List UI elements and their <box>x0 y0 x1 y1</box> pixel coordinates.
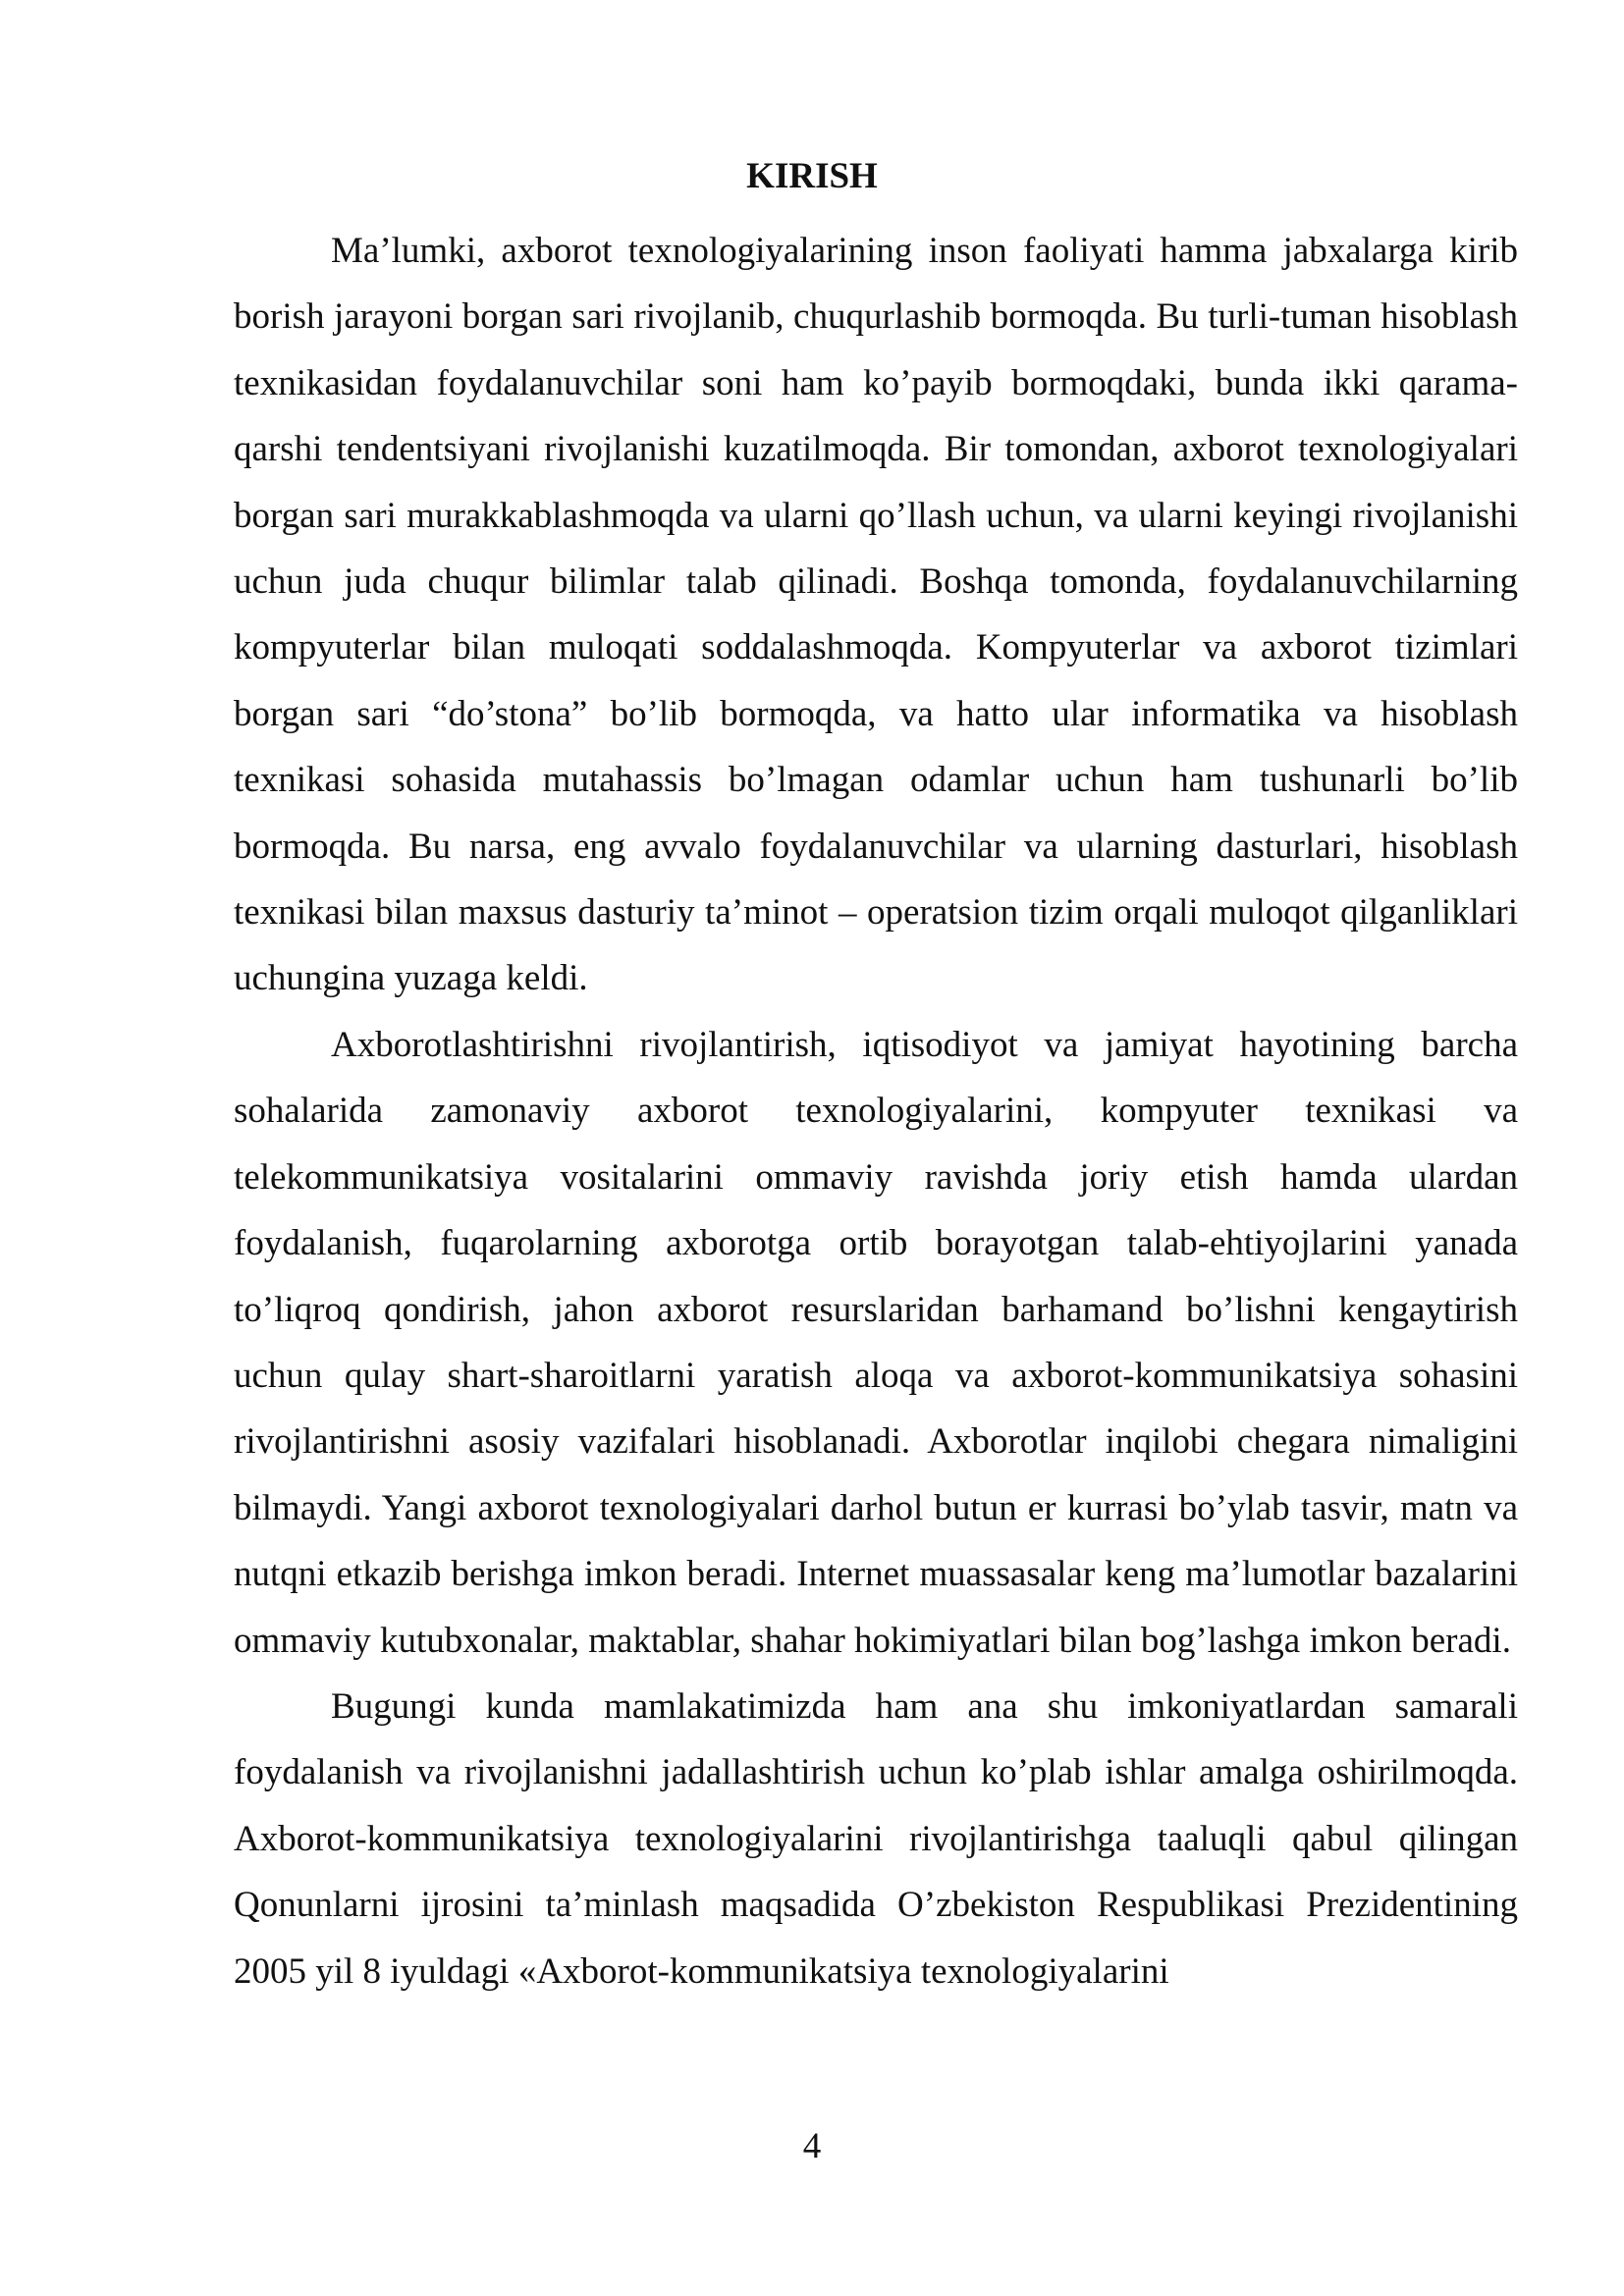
body-text <box>234 218 1518 2004</box>
paragraph-1: Ma’lumki, axborot texnologiyalarining inson faoliyati hamma jabxalarga kirib borish jarayoni borgan sari rivojlanib, chuqurlashib bormoqda. Bu turli-tuman hisoblash texnikasidan foydalanuvchilar soni ham ko’payib bormoqdaki, bunda ikki qarama-qarshi tendentsiyani rivojlanishi kuzatilmoqda. Bir tomondan, axborot texnologiyalari borgan sari murakkablashmoqda va ularni qo’llash uchun, va ularni keyingi rivojlanishi uchun juda chuqur bilimlar talab qilinadi. Boshqa tomonda, foydalanuvchilarning kompyuterlar bilan muloqati soddalashmoqda. Kompyuterlar va axborot tizimlari borgan sari “do’stona” bo’lib bormoqda, va hatto ular informatika va hisoblash texnikasi sohasida mutahassis bo’lmagan odamlar uchun ham tushunarli bo’lib bormoqda. Bu narsa, eng avvalo foydalanuvchilar va ularning dasturlari, hisoblash texnikasi bilan maxsus dasturiy ta’minot – operatsion tizim orqali muloqot qilganliklari uchungina yuzaga keldi. <box>234 231 1518 999</box>
section-heading: KIRISH <box>746 156 878 196</box>
paragraph-3: Bugungi kunda mamlakatimizda ham ana shu imkoniyatlardan samarali foydalanish va rivojlanishni jadallashtirish uchun ko’plab ishlar amalga oshirilmoqda. Axborot-kommunikatsiya texnologiyalarini rivojlantirishga taaluqli qabul qilingan Qonunlarni ijrosini ta’minlash maqsadida O’zbekiston Respublikasi Prezidentining 2005 yil 8 iyuldagi «Axborot-kommunikatsiya texnologiyalarini <box>234 1685 1518 1992</box>
page-number: 4 <box>802 2126 822 2166</box>
paragraph-2: Axborotlashtirishni rivojlantirish, iqtisodiyot va jamiyat hayotining barcha sohalarida zamonaviy axborot texnologiyalarini, kompyuter texnikasi va telekommunikatsiya vositalarini ommaviy ravishda joriy etish hamda ulardan foydalanish, fuqarolarning axborotga ortib borayotgan talab-ehtiyojlarini yanada to’liqroq qondirish, jahon axborot resurslaridan barhamand bo’lishni kengaytirish uchun qulay shart-sharoitlarni yaratish aloqa va axborot-kommunikatsiya sohasini rivojlantirishni asosiy vazifalari hisoblanadi. Axborotlar inqilobi chegara nimaligini bilmaydi. Yangi axborot texnologiyalari darhol butun er kurrasi bo’ylab tasvir, matn va nutqni etkazib berishga imkon beradi. Internet muassasalar keng ma’lumotlar bazalarini ommaviy kutubxonalar, maktablar, shahar hokimiyatlari bilan bog’lashga imkon beradi. <box>234 1024 1518 1661</box>
